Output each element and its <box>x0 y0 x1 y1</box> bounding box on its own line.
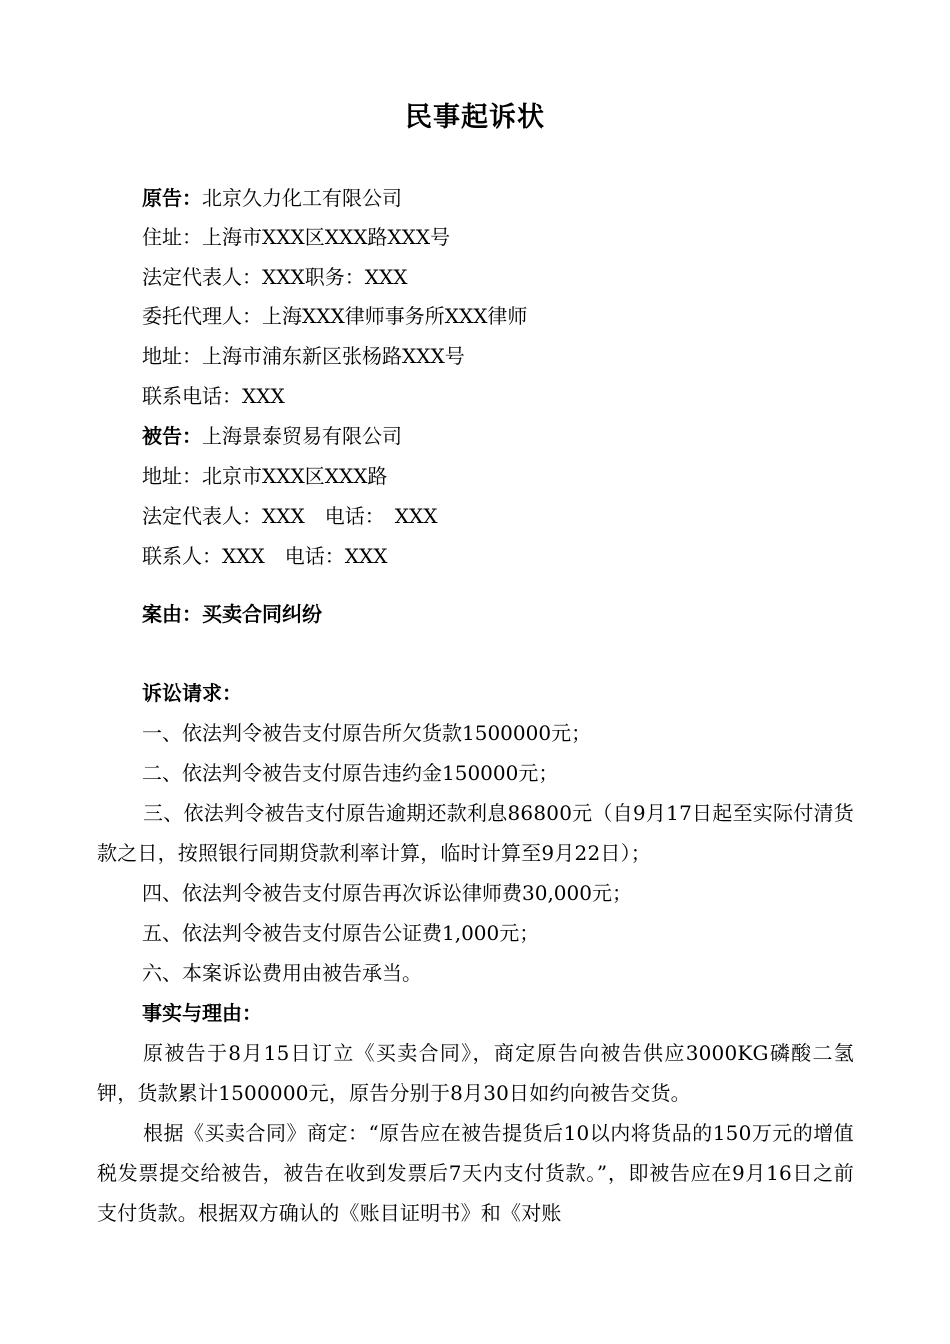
facts-paragraph: 原被告于8月15日订立《买卖合同》，商定原告向被告供应3000KG磷酸二氢钾，货款累计1500000元，原告分别于8月30日如约向被告交货。 <box>97 1041 854 1105</box>
document-title: 民事起诉状 <box>405 102 545 133</box>
plaintiff-phone: 联系电话：XXX <box>142 384 285 408</box>
plaintiff-name: 北京久力化工有限公司 <box>202 186 402 210</box>
defendant-name: 上海景泰贸易有限公司 <box>202 424 402 448</box>
plaintiff-address: 住址：上海市XXX区XXX路XXX号 <box>142 225 451 249</box>
claims-heading: 诉讼请求： <box>142 681 242 705</box>
defendant-contact: 联系人：XXX 电话：XXX <box>142 544 388 568</box>
plaintiff-agent-address: 地址：上海市浦东新区张杨路XXX号 <box>142 344 465 368</box>
case-cause: 案由：买卖合同纠纷 <box>142 602 322 626</box>
claim-item: 三、依法判令被告支付原告逾期还款利息86800元（自9月17日起至实际付清货款之日，按照银行同期贷款利率计算，临时计算至9月22日）； <box>97 801 854 865</box>
defendant-line <box>142 420 402 452</box>
defendant-address: 地址：北京市XXX区XXX路 <box>142 464 388 488</box>
claim-item: 二、依法判令被告支付原告违约金150000元； <box>142 761 559 785</box>
plaintiff-agent: 委托代理人：上海XXX律师事务所XXX律师 <box>142 304 528 328</box>
defendant-label: 被告： <box>142 424 202 448</box>
defendant-legal-rep: 法定代表人：XXX 电话： XXX <box>142 504 438 528</box>
claim-item: 一、依法判令被告支付原告所欠货款1500000元； <box>142 721 592 745</box>
plaintiff-line <box>142 182 402 214</box>
claim-item: 四、依法判令被告支付原告再次诉讼律师费30,000元； <box>142 881 632 905</box>
claim-item: 五、依法判令被告支付原告公证费1,000元； <box>142 921 540 945</box>
facts-paragraph: 根据《买卖合同》商定：“原告应在被告提货后10以内将货品的150万元的增值税发票提交给被告，被告在收到发票后7天内支付货款。”，即被告应在9月16日之前支付货款。根据双方确认的《账目证明书》和《对账 <box>97 1121 854 1225</box>
facts-heading: 事实与理由： <box>142 1001 262 1025</box>
plaintiff-legal-rep: 法定代表人：XXX职务：XXX <box>142 265 408 289</box>
plaintiff-label: 原告： <box>142 186 202 210</box>
claim-item: 六、本案诉讼费用由被告承当。 <box>142 961 422 985</box>
